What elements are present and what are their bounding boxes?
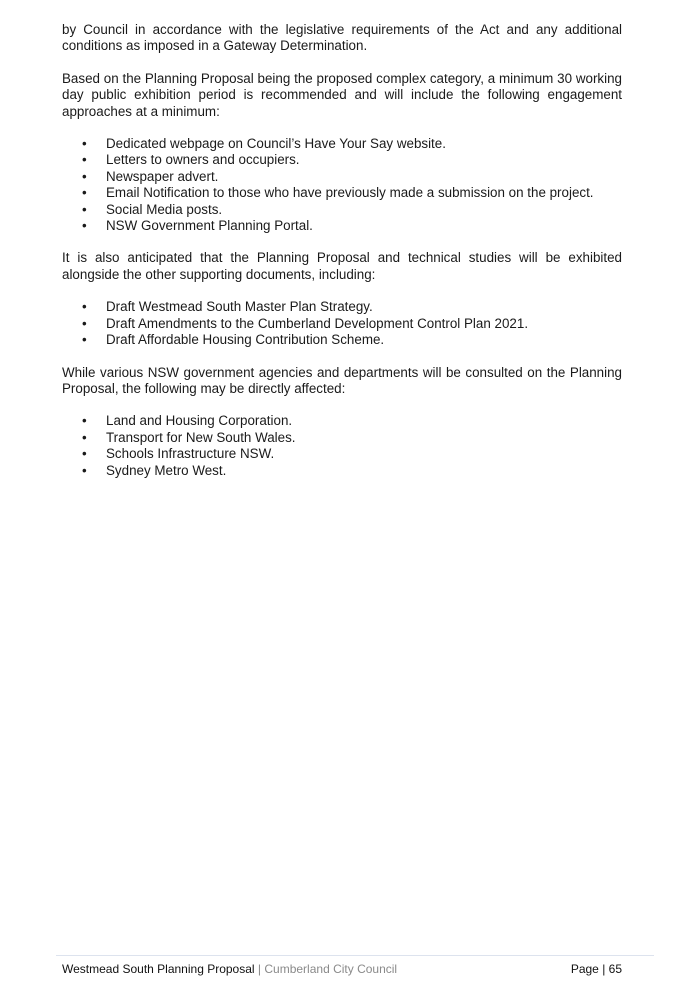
footer-separator: | [257, 962, 262, 976]
list-item: • NSW Government Planning Portal. [82, 218, 313, 234]
paragraph-exhibition-period: Based on the Planning Proposal being the proposed complex category, a minimum 30 working day public exhibition period is recommended and will include the following engagement approaches at a minimum: [62, 70, 622, 119]
bullet-icon: • [82, 446, 87, 462]
list-item: • Social Media posts. [82, 201, 223, 217]
page-footer [62, 962, 622, 976]
bullet-icon: • [82, 299, 87, 315]
bullet-icon: • [82, 315, 87, 331]
list-item: • Email Notification to those who have previously made a submission on the project. [82, 185, 594, 201]
page-number: Page | 65 [570, 962, 622, 976]
list-item: • Newspaper advert. [82, 168, 219, 184]
bullet-icon: • [82, 218, 87, 234]
bullet-icon: • [82, 332, 87, 348]
engagement-approaches-list [62, 136, 622, 234]
footer-council-name: Cumberland City Council [264, 962, 398, 976]
list-item: • Draft Amendments to the Cumberland Development Control Plan 2021. [82, 315, 529, 331]
list-item: • Draft Affordable Housing Contribution Scheme. [82, 332, 385, 348]
footer-divider [56, 955, 654, 956]
bullet-icon: • [82, 201, 87, 217]
bullet-icon: • [82, 152, 87, 168]
bullet-icon: • [82, 462, 87, 478]
list-item: • Sydney Metro West. [82, 462, 227, 478]
list-item: • Schools Infrastructure NSW. [82, 446, 275, 462]
affected-agencies-list [62, 413, 622, 479]
paragraph-agencies: While various NSW government agencies and departments will be consulted on the Planning Proposal, the following may be directly affected: [62, 364, 622, 396]
bullet-icon: • [82, 136, 87, 152]
document-body [62, 22, 622, 495]
supporting-documents-list [62, 299, 622, 348]
footer-document-title: Westmead South Planning Proposal [62, 962, 255, 976]
list-item: • Land and Housing Corporation. [82, 413, 293, 429]
footer-left [62, 962, 397, 976]
list-item: • Draft Westmead South Master Plan Strategy. [82, 299, 373, 315]
bullet-icon: • [82, 185, 87, 201]
paragraph-gateway: by Council in accordance with the legislative requirements of the Act and any additional conditions as imposed in a Gateway Determination. [62, 22, 622, 54]
bullet-icon: • [82, 168, 87, 184]
bullet-icon: • [82, 413, 87, 429]
list-item: • Dedicated webpage on Council’s Have Your Say website. [82, 136, 446, 152]
bullet-icon: • [82, 429, 87, 445]
list-item: • Letters to owners and occupiers. [82, 152, 300, 168]
paragraph-supporting-documents: It is also anticipated that the Planning Proposal and technical studies will be exhibited alongside the other supporting documents, including: [62, 250, 622, 282]
list-item: • Transport for New South Wales. [82, 429, 296, 445]
